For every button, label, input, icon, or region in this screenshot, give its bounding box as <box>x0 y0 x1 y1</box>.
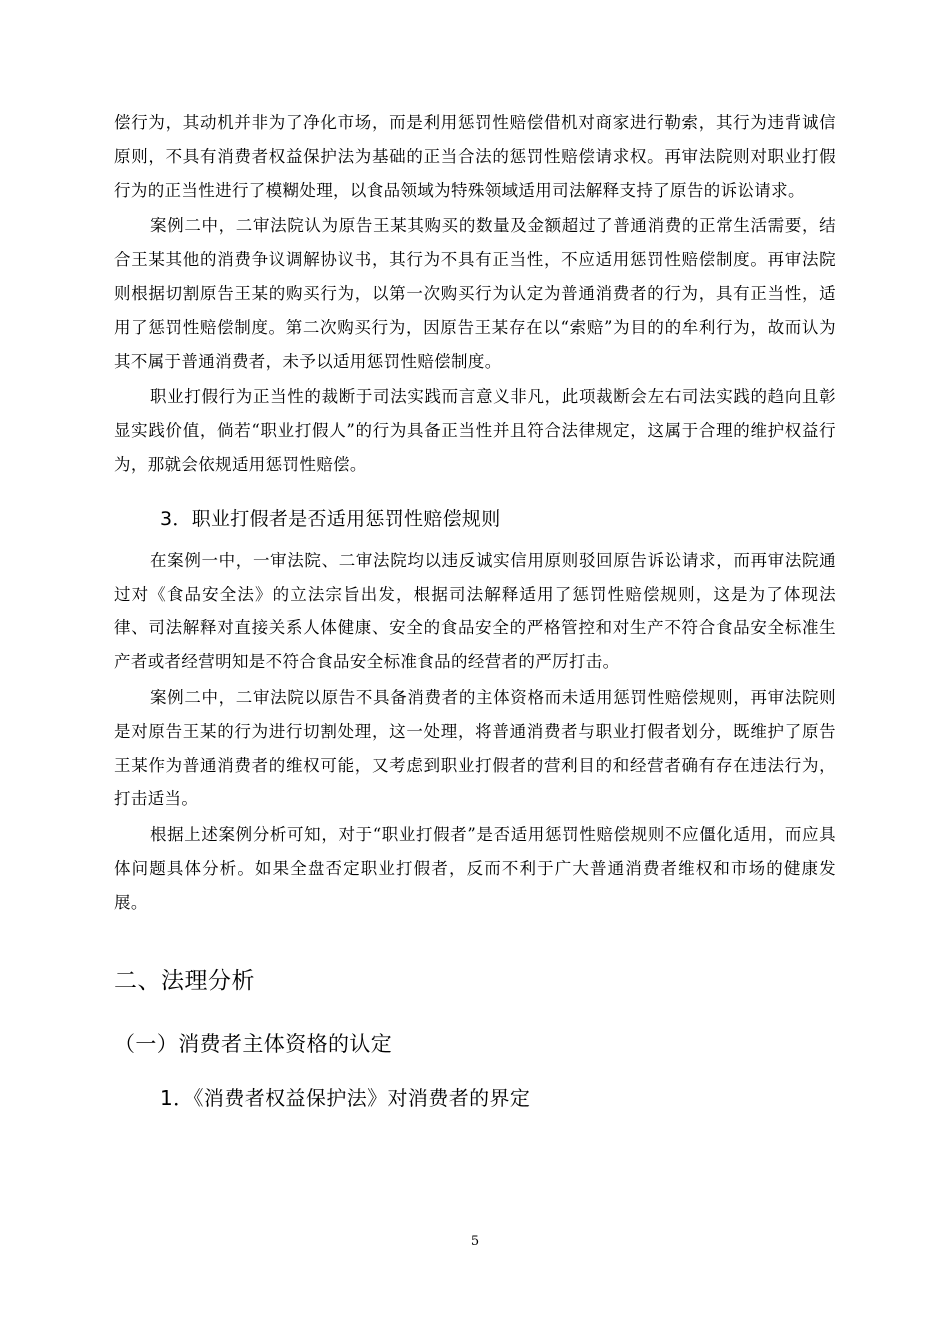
body-paragraph: 根据上述案例分析可知，对于“职业打假者”是否适用惩罚性赔偿规则不应僵化适用，而应具体问题具体分析。如果全盘否定职业打假者，反而不利于广大普通消费者维权和市场的健康发展。 <box>114 825 836 912</box>
section-heading: 二、法理分析 <box>114 967 255 994</box>
body-paragraph: 在案例一中，一审法院、二审法院均以违反诚实信用原则驳回原告诉讼请求，而再审法院通过对《食品安全法》的立法宗旨出发，根据司法解释适用了惩罚性赔偿规则，这是为了体现法律、司法解释对直接关系人体健康、安全的食品安全的严格管控和对生产不符合食品安全标准生产者或者经营明知是不符合食品安全标准食品的经营者的严厉打击。 <box>114 550 836 672</box>
body-paragraph: 偿行为，其动机并非为了净化市场，而是利用惩罚性赔偿借机对商家进行勒索，其行为违背诚信原则，不具有消费者权益保护法为基础的正当合法的惩罚性赔偿请求权。再审法院则对职业打假行为的正当性进行了模糊处理，以食品领域为特殊领域适用司法解释支持了原告的诉讼请求。 <box>114 113 836 200</box>
subsection-heading: （一）消费者主体资格的认定 <box>114 1031 393 1056</box>
page-number: 5 <box>470 1234 480 1249</box>
body-paragraph: 案例二中，二审法院以原告不具备消费者的主体资格而未适用惩罚性赔偿规则，再审法院则是对原告王某的行为进行切割处理，这一处理，将普通消费者与职业打假者划分，既维护了原告王某作为普通消费者的维权可能，又考虑到职业打假者的营利目的和经营者确有存在违法行为，打击适当。 <box>114 687 836 809</box>
item-heading: 1．《消费者权益保护法》对消费者的界定 <box>160 1085 531 1110</box>
page-body <box>114 106 836 1114</box>
body-paragraph: 职业打假行为正当性的裁断于司法实践而言意义非凡，此项裁断会左右司法实践的趋向且彰显实践价值，倘若“职业打假人”的行为具备正当性并且符合法律规定，这属于合理的维护权益行为，那就会依规适用惩罚性赔偿。 <box>114 387 836 474</box>
body-paragraph: 案例二中，二审法院认为原告王某其购买的数量及金额超过了普通消费的正常生活需要，结合王某其他的消费争议调解协议书，其行为不具有正当性，不应适用惩罚性赔偿制度。再审法院则根据切割原告王某的购买行为，以第一次购买行为认定为普通消费者的行为，具有正当性，适用了惩罚性赔偿制度。第二次购买行为，因原告王某存在以“索赔”为目的的牟利行为，故而认为其不属于普通消费者，未予以适用惩罚性赔偿制度。 <box>114 216 836 371</box>
subsection-heading: 3．职业打假者是否适用惩罚性赔偿规则 <box>160 507 501 530</box>
